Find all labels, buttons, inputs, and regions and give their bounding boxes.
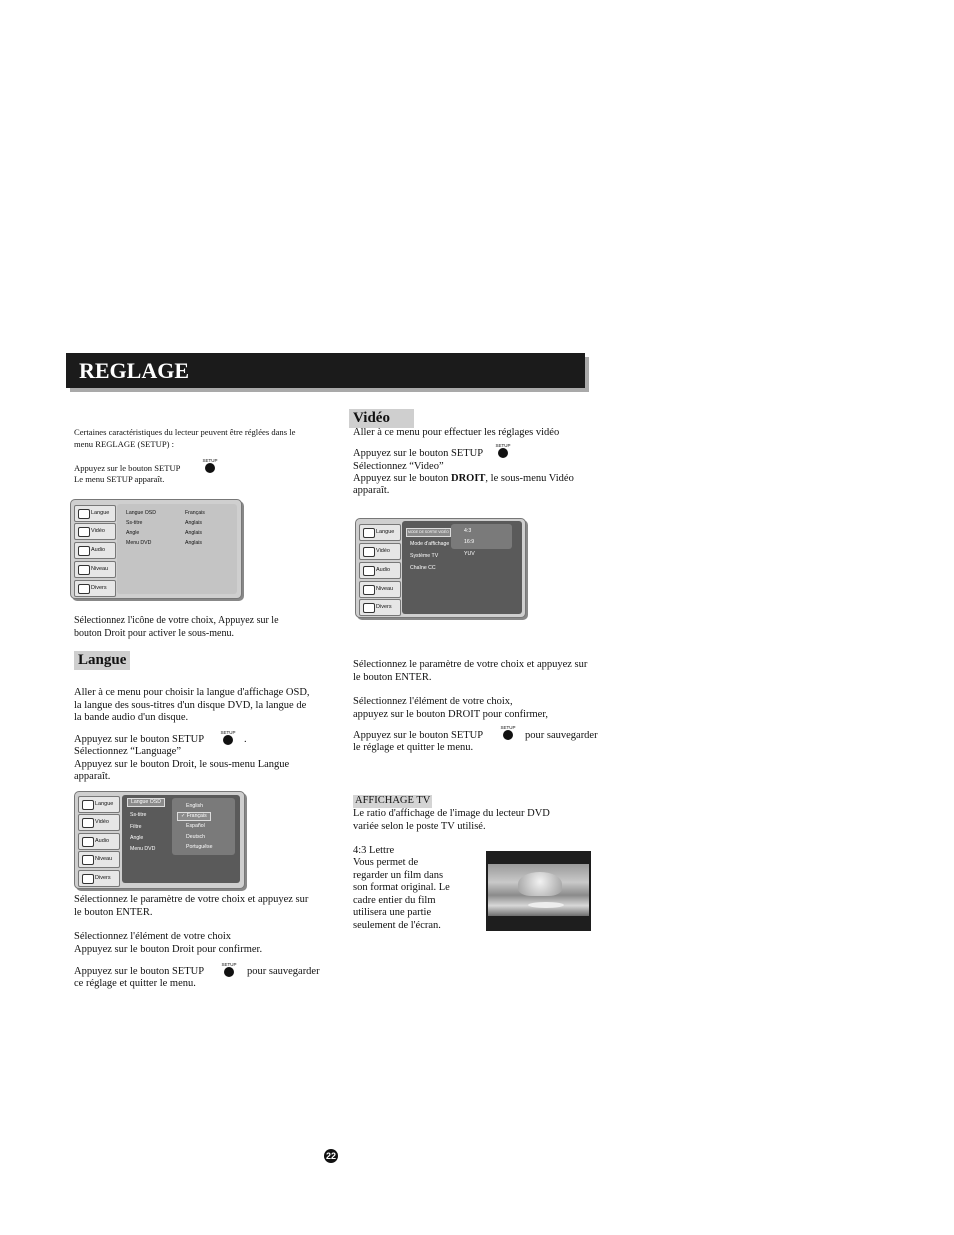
setup-button-icon: SETUP	[493, 443, 513, 459]
video-save-text-c: le réglage et quitter le menu.	[353, 742, 474, 753]
tab-divers[interactable]: Divers	[359, 599, 401, 616]
setup-button-icon: SETUP	[498, 725, 518, 741]
affichage-description: Le ratio d'affichage de l'image du lecteur DVD variée selon le poste TV utilisé.	[353, 808, 550, 832]
video-param-text: Sélectionnez le paramètre de votre choix et appuyez sur le bouton ENTER.	[353, 659, 588, 683]
langue-description: Aller à ce menu pour choisir la langue d'affichage OSD, la langue des sous-titres d'un disque DVD, la langue de la bande audio d'un disque.	[74, 687, 310, 723]
tab-video[interactable]: Vidéo	[74, 523, 116, 540]
menu-item[interactable]: Menu DVD	[130, 846, 156, 852]
screen-icon	[363, 547, 375, 557]
menu-item[interactable]: Filtre	[130, 824, 142, 830]
lock-icon	[78, 565, 90, 575]
tab-video[interactable]: Vidéo	[78, 814, 120, 831]
langue-save-text: Appuyez sur le bouton SETUP	[74, 966, 205, 977]
video-element-text: Sélectionnez l'élément de votre choix, appuyez sur le bouton DROIT pour confirmer,	[353, 696, 549, 720]
option-4-3[interactable]: 4:3	[464, 528, 472, 534]
video-press-text: Appuyez sur le bouton SETUP	[353, 448, 484, 459]
langue-press-text: Appuyez sur le bouton SETUP	[74, 734, 205, 745]
langue-save-text-b: pour sauvegarder	[247, 966, 320, 977]
video-options-list	[451, 524, 512, 549]
video-description: Aller à ce menu pour effectuer les réglages vidéo	[353, 427, 560, 438]
langue-element-text: Sélectionnez l'élément de votre choix Appuyez sur le bouton Droit pour confirmer.	[74, 931, 263, 955]
intro-text: Certaines caractéristiques du lecteur peuvent être réglées dans le menu REGLAGE (SETUP) :	[74, 427, 296, 449]
option-francais[interactable]: ✓ Français	[177, 812, 211, 821]
menu-item[interactable]: Ss-titre	[126, 520, 143, 526]
tab-divers[interactable]: Divers	[74, 580, 116, 597]
langue-param-text: Sélectionnez le paramètre de votre choix et appuyez sur le bouton ENTER.	[74, 894, 309, 918]
video-menu-screen	[355, 518, 526, 618]
lock-icon	[82, 855, 94, 865]
settings-panel	[402, 521, 522, 614]
misc-icon	[82, 874, 94, 884]
video-appears-text: apparaît.	[353, 485, 390, 496]
tab-langue[interactable]: Langue	[359, 524, 401, 541]
eye-icon	[78, 509, 90, 519]
page-title: REGLAGE	[79, 358, 190, 383]
speaker-icon	[82, 837, 94, 847]
select-icon-text: Sélectionnez l'icône de votre choix, Appuyez sur le bouton Droit pour activer le sous-menu.	[74, 615, 279, 639]
lettre-description: Vous permet de regarder un film dans son format original. Le cadre entier du film utilisera une partie seulement de l'écran.	[353, 857, 450, 931]
menu-item[interactable]: Angle	[130, 835, 144, 841]
speaker-icon	[363, 566, 375, 576]
option-16-9[interactable]: 16:9	[464, 539, 475, 545]
period: .	[244, 734, 247, 745]
lettre-title: 4:3 Lettre	[353, 845, 395, 856]
settings-panel	[117, 504, 237, 594]
menu-item[interactable]: Ss-titre	[130, 812, 147, 818]
misc-icon	[78, 584, 90, 594]
menu-item-selected[interactable]: Langue OSD	[127, 798, 165, 807]
video-save-text-b: pour sauvegarder	[525, 730, 598, 741]
affichage-tv-heading: AFFICHAGE TV	[355, 795, 431, 806]
setup-step-text: Appuyez sur le bouton SETUP	[74, 463, 181, 473]
tab-audio[interactable]: Audio	[74, 542, 116, 559]
menu-item[interactable]: Mode d'affichage	[410, 541, 450, 547]
menu-value: Anglais	[185, 540, 203, 546]
menu-value: Anglais	[185, 520, 203, 526]
screen-icon	[78, 527, 90, 537]
tab-niveau[interactable]: Niveau	[74, 561, 116, 578]
menu-item[interactable]: Chaîne CC	[410, 565, 436, 571]
option-deutsch[interactable]: Deutsch	[186, 834, 206, 840]
langue-menu-screen	[74, 791, 245, 889]
option-portuguese[interactable]: Portuguêse	[186, 844, 213, 850]
tab-audio[interactable]: Audio	[78, 833, 120, 850]
eye-icon	[363, 528, 375, 538]
menu-item-selected[interactable]: MODE DE SORTIE VIDÉO	[406, 528, 451, 537]
tab-video[interactable]: Vidéo	[359, 543, 401, 560]
menu-item[interactable]: Menu DVD	[126, 540, 152, 546]
eye-icon	[82, 800, 94, 810]
setup-button-icon: SETUP	[219, 962, 239, 978]
page-header-bar	[66, 353, 585, 388]
setup-button-icon: SETUP	[218, 730, 238, 746]
page-number: 22	[325, 1151, 336, 1161]
langue-save-text-c: ce réglage et quitter le menu.	[74, 978, 196, 989]
setup-button-icon: SETUP	[200, 458, 220, 474]
menu-item[interactable]: Système TV	[410, 553, 439, 559]
option-yuv[interactable]: YUV	[464, 551, 475, 557]
video-droit-text: Appuyez sur le bouton DROIT, le sous-menu Vidéo	[353, 473, 574, 484]
settings-panel	[122, 795, 240, 883]
section-langue-heading: Langue	[74, 651, 130, 670]
menu-appears-text: Le menu SETUP apparaît.	[74, 474, 165, 484]
menu-value: Anglais	[185, 530, 203, 536]
menu-item[interactable]: Langue OSD	[126, 510, 156, 516]
setup-menu-screen	[70, 499, 242, 599]
option-english[interactable]: English	[186, 803, 204, 809]
tab-niveau[interactable]: Niveau	[78, 851, 120, 868]
section-video-heading: Vidéo	[349, 409, 414, 428]
tab-divers[interactable]: Divers	[78, 870, 120, 887]
tab-niveau[interactable]: Niveau	[359, 581, 401, 598]
langue-select-text: Sélectionnez “Language” Appuyez sur le bouton Droit, le sous-menu Langue apparaît.	[74, 746, 290, 782]
menu-item[interactable]: Angle	[126, 530, 140, 536]
option-espanol[interactable]: Español	[186, 823, 205, 829]
video-save-text: Appuyez sur le bouton SETUP	[353, 730, 484, 741]
tab-langue[interactable]: Langue	[78, 796, 120, 813]
screen-icon	[82, 818, 94, 828]
misc-icon	[363, 603, 375, 613]
tab-langue[interactable]: Langue	[74, 505, 116, 522]
menu-value: Français	[185, 510, 205, 516]
language-options-list	[172, 798, 235, 855]
tab-audio[interactable]: Audio	[359, 562, 401, 579]
letterbox-preview-image	[486, 851, 591, 931]
lock-icon	[363, 585, 375, 595]
speaker-icon	[78, 546, 90, 556]
video-select-text: Sélectionnez “Video”	[353, 461, 444, 472]
